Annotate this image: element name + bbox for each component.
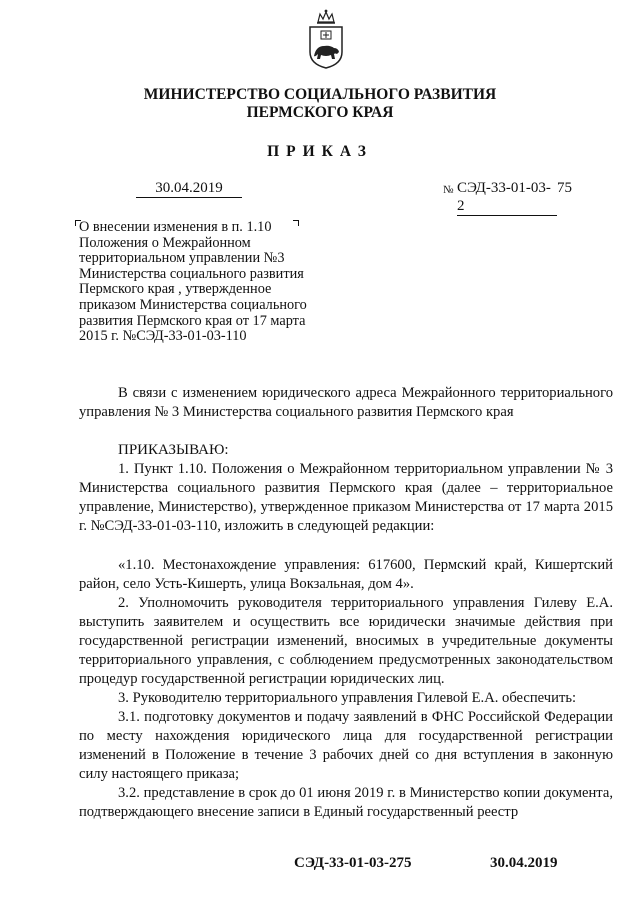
coat-of-arms-emblem <box>304 8 348 70</box>
paragraph-1: 1. Пункт 1.10. Положения о Межрайонном территориальном управлении № 3 Министерства социального развития Пермского края (далее – территориальное управление, Министерство), утвержденное приказом Министерства от 17 марта 2015 г. №СЭД-33-01-03-110, изложить в следующей редакции: <box>79 461 613 534</box>
paragraph-3-1: 3.1. подготовку документов и подачу заявлений в ФНС Российской Федерации по месту нахождения юридического лица для государственной регистрации изменений в Положение в течение 3 рабочих дней со дня вступления в законную силу настоящего приказа; <box>79 709 613 782</box>
document-type-title: ПРИКАЗ <box>267 143 373 160</box>
ministry-name-line2: ПЕРМСКОГО КРАЯ <box>246 104 394 121</box>
number-sign: № <box>443 184 454 196</box>
preamble-paragraph: В связи с изменением юридического адреса Межрайонного территориального управления № 3 Министерства социального развития Пермского края <box>79 385 613 420</box>
paragraph-3: 3. Руководителю территориального управления Гилевой Е.А. обеспечить: <box>118 690 577 706</box>
footer-order-number: СЭД-33-01-03-275 <box>294 855 412 871</box>
order-date: 30.04.2019 <box>136 179 242 198</box>
order-number: СЭД-33-01-03-2 <box>457 179 557 216</box>
paragraph-2: 2. Уполномочить руководителя территориального управления Гилеву Е.А. выступить заявителем и осуществить все юридически значимые действия при государственной регистрации изменений, вносимых в учредительные документы территориального управления, с соблюдением предусмотренных законодательством процедур государственной регистрации юридических лиц. <box>79 595 613 687</box>
order-number-tail: 75 <box>557 180 572 196</box>
ministry-name-line1: МИНИСТЕРСТВО СОЦИАЛЬНОГО РАЗВИТИЯ <box>143 86 497 103</box>
order-subject: О внесении изменения в п. 1.10 Положения о Межрайонном территориальном управлении №3 Министерства социального развития Пермского края , утвержденное приказом Министерства социального развития Пермского края от 17 марта 2015 г. №СЭД-33-01-03-110 <box>79 219 307 345</box>
paragraph-3-2: 3.2. представление в срок до 01 июня 2019 г. в Министерство копии документа, подтверждающего внесение записи в Единый государственный реестр <box>79 785 613 820</box>
paragraph-1-quote: «1.10. Местонахождение управления: 617600, Пермский край, Кишертский район, село Усть-Кишерть, улица Вокзальная, дом 4». <box>79 557 613 592</box>
footer-order-date: 30.04.2019 <box>490 855 558 871</box>
order-word: ПРИКАЗЫВАЮ: <box>118 442 229 458</box>
